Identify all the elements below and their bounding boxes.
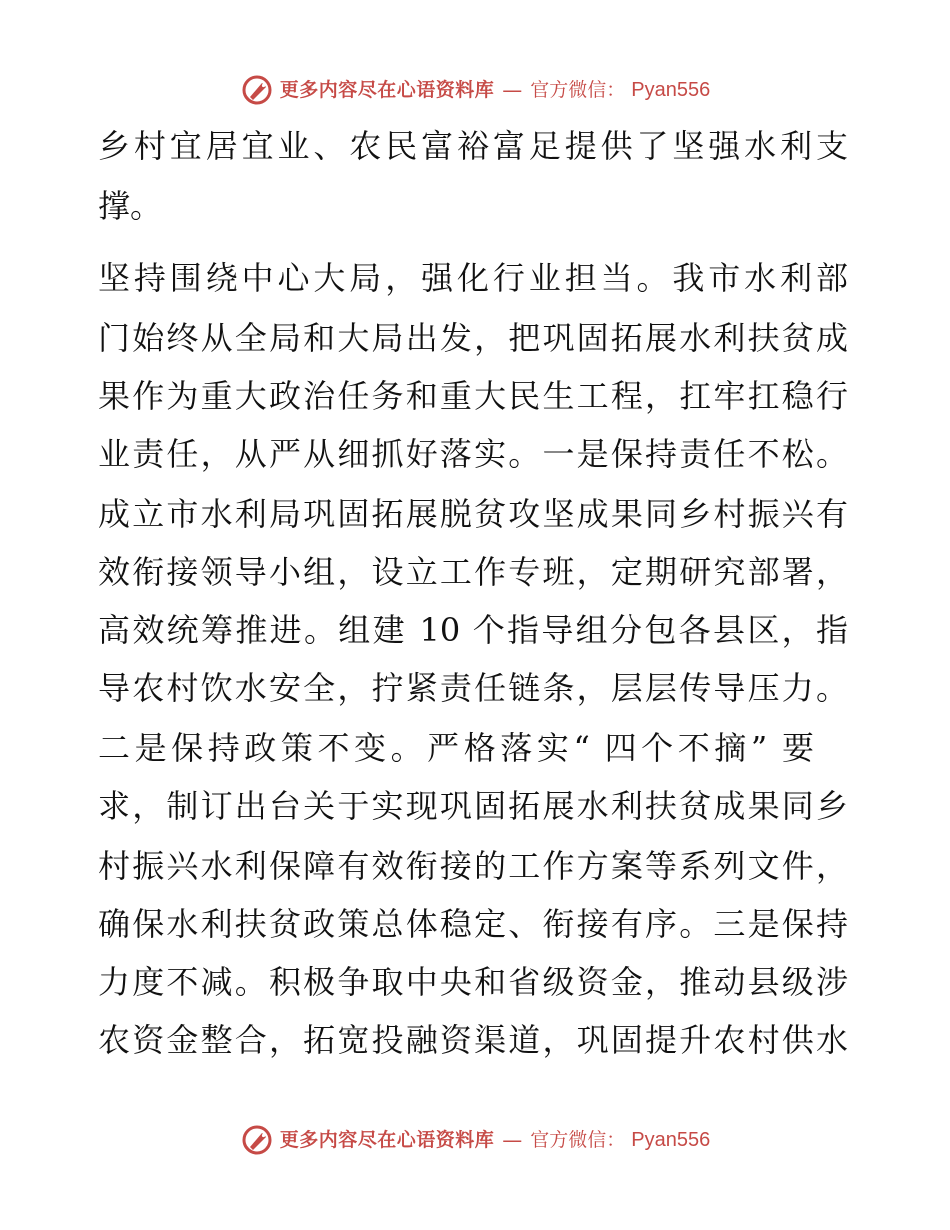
body-line: 力度不减。积极争取中央和省级资金，推动县级涉 <box>98 963 848 1001</box>
watermark-dash: — <box>502 1128 523 1152</box>
body-line: 撑。 <box>98 187 163 225</box>
body-line: 导农村饮水安全，拧紧责任链条，层层传导压力。 <box>98 669 848 707</box>
watermark-wechat-id: Pyan556 <box>631 1129 711 1151</box>
body-line: 成立市水利局巩固拓展脱贫攻坚成果同乡村振兴有 <box>98 495 848 533</box>
body-line: 果作为重大政治任务和重大民生工程，扛牢扛稳行 <box>98 377 848 415</box>
watermark-wechat-label: 官方微信： <box>530 1129 626 1151</box>
watermark-wechat-label: 官方微信： <box>530 79 626 101</box>
header-watermark <box>0 72 950 108</box>
watermark-dash: — <box>502 78 523 102</box>
pen-nib-logo-icon <box>240 1123 274 1157</box>
watermark-brand-text: 更多内容尽在心语资料库 <box>279 79 495 101</box>
body-line: 求，制订出台关于实现巩固拓展水利扶贫成果同乡 <box>98 787 848 825</box>
body-line: 乡村宜居宜业、农民富裕富足提供了坚强水利支 <box>98 127 848 165</box>
watermark-brand-text: 更多内容尽在心语资料库 <box>279 1129 495 1151</box>
body-line: 业责任，从严从细抓好落实。一是保持责任不松。 <box>98 435 848 473</box>
body-line: 村振兴水利保障有效衔接的工作方案等系列文件， <box>98 847 848 885</box>
body-line: 二是保持政策不变。严格落实“ 四个不摘” 要 <box>98 729 814 767</box>
body-line: 效衔接领导小组，设立工作专班，定期研究部署， <box>98 553 848 591</box>
body-line: 高效统筹推进。组建 10 个指导组分包各县区，指 <box>98 611 848 649</box>
body-line: 坚持围绕中心大局，强化行业担当。我市水利部 <box>98 259 848 297</box>
body-line: 门始终从全局和大局出发，把巩固拓展水利扶贫成 <box>98 319 848 357</box>
watermark-wechat-id: Pyan556 <box>631 79 711 101</box>
body-line: 农资金整合，拓宽投融资渠道，巩固提升农村供水 <box>98 1021 848 1059</box>
pen-nib-logo-icon <box>240 73 274 107</box>
body-line: 确保水利扶贫政策总体稳定、衔接有序。三是保持 <box>98 905 848 943</box>
footer-watermark <box>0 1122 950 1158</box>
